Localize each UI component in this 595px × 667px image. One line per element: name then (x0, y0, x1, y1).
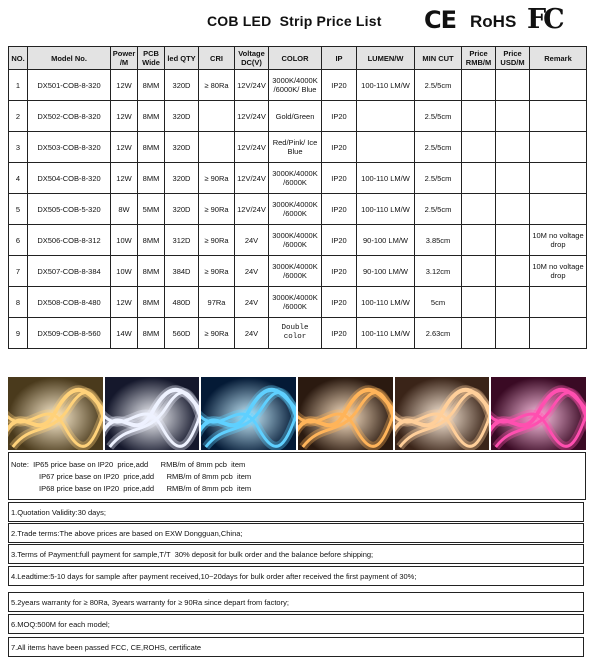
cell-model: DX504-COB-8-320 (28, 163, 111, 194)
cell-lumen (357, 101, 415, 132)
cell-min-cut: 2.5/5cm (415, 101, 462, 132)
cell-price-usd (496, 70, 530, 101)
cell-price-rmb (462, 287, 496, 318)
cell-price-rmb (462, 194, 496, 225)
cell-led-qty: 384D (165, 256, 199, 287)
cell-pcb: 8MM (138, 256, 165, 287)
cell-remark (530, 287, 587, 318)
cell-voltage: 24V (235, 225, 269, 256)
note-ip65: Note: IP65 price base on IP20 price,add RMB/m of 8mm pcb item (11, 460, 246, 469)
note-ip67: IP67 price base on IP20 price,add RMB/m of 8mm pcb item (39, 472, 252, 481)
cell-model: DX505-COB-5-320 (28, 194, 111, 225)
cell-power: 14W (111, 318, 138, 349)
cell-min-cut: 2.5/5cm (415, 70, 462, 101)
cell-min-cut: 2.5/5cm (415, 194, 462, 225)
cell-cri (199, 132, 235, 163)
cell-color: Red/Pink/ Ice Blue (269, 132, 322, 163)
cell-price-usd (496, 163, 530, 194)
cell-power: 12W (111, 70, 138, 101)
col-header-pcb: PCB Wide (138, 47, 165, 70)
cell-ip: IP20 (322, 101, 357, 132)
cell-pcb: 8MM (138, 287, 165, 318)
cell-model: DX509-COB-8-560 (28, 318, 111, 349)
cell-color: 3000K/4000K /6000K (269, 287, 322, 318)
table-row (9, 70, 587, 101)
cell-lumen: 90-100 LM/W (357, 256, 415, 287)
page-title: COB LED Strip Price List (207, 13, 382, 29)
cell-lumen: 90-100 LM/W (357, 225, 415, 256)
table-row (9, 194, 587, 225)
cell-no: 4 (9, 163, 28, 194)
cell-voltage: 12V/24V (235, 132, 269, 163)
cell-power: 10W (111, 256, 138, 287)
table-row (9, 101, 587, 132)
term-4: 4.Leadtime:5-10 days for sample after payment received,10~20days for bulk order after received the first payment of 30%; (8, 566, 584, 586)
table-row (9, 287, 587, 318)
col-header-lumen: LUMEN/W (357, 47, 415, 70)
cell-cri: ≥ 90Ra (199, 225, 235, 256)
cell-no: 6 (9, 225, 28, 256)
cell-price-usd (496, 132, 530, 163)
cell-min-cut: 5cm (415, 287, 462, 318)
cell-voltage: 12V/24V (235, 194, 269, 225)
cell-power: 12W (111, 163, 138, 194)
cell-power: 12W (111, 287, 138, 318)
cell-voltage: 12V/24V (235, 70, 269, 101)
cell-lumen: 100-110 LM/W (357, 287, 415, 318)
cell-price-rmb (462, 318, 496, 349)
cell-cri: ≥ 80Ra (199, 70, 235, 101)
notes-box (8, 452, 586, 500)
cell-price-rmb (462, 132, 496, 163)
cell-price-usd (496, 287, 530, 318)
col-header-min-cut: MIN CUT (415, 47, 462, 70)
ce-logo: CE (424, 6, 457, 34)
cell-price-usd (496, 194, 530, 225)
cell-cri: 97Ra (199, 287, 235, 318)
cell-ip: IP20 (322, 287, 357, 318)
cell-remark: 10M no voltage drop (530, 256, 587, 287)
cell-lumen (357, 132, 415, 163)
col-header-power: Power /M (111, 47, 138, 70)
cell-ip: IP20 (322, 70, 357, 101)
cell-min-cut: 3.85cm (415, 225, 462, 256)
term-2: 2.Trade terms:The above prices are based on EXW Dongguan,China; (8, 523, 584, 543)
note-ip68: IP68 price base on IP20 price,add RMB/m of 8mm pcb item (39, 484, 252, 493)
cell-voltage: 12V/24V (235, 163, 269, 194)
table-header-row (9, 47, 587, 70)
cell-power: 12W (111, 132, 138, 163)
cell-price-rmb (462, 101, 496, 132)
cell-cri: ≥ 90Ra (199, 256, 235, 287)
cell-no: 5 (9, 194, 28, 225)
cell-cri (199, 101, 235, 132)
cell-cri: ≥ 90Ra (199, 163, 235, 194)
cell-price-usd (496, 225, 530, 256)
ice-blue-strip-photo (201, 377, 296, 450)
cell-remark (530, 163, 587, 194)
table-body (9, 70, 587, 349)
cell-led-qty: 320D (165, 132, 199, 163)
cell-pcb: 8MM (138, 132, 165, 163)
header (0, 0, 595, 44)
cell-color: 3000K/4000K /6000K (269, 163, 322, 194)
cell-model: DX507-COB-8-384 (28, 256, 111, 287)
cell-led-qty: 320D (165, 70, 199, 101)
pink-strip-photo (491, 377, 586, 450)
cell-ip: IP20 (322, 163, 357, 194)
cell-pcb: 8MM (138, 163, 165, 194)
col-header-led-qty: led QTY (165, 47, 199, 70)
cell-no: 3 (9, 132, 28, 163)
cell-price-rmb (462, 225, 496, 256)
cell-min-cut: 2.63cm (415, 318, 462, 349)
cell-lumen: 100-110 LM/W (357, 163, 415, 194)
col-header-price-rmb: Price RMB/M (462, 47, 496, 70)
table-row (9, 318, 587, 349)
cell-pcb: 8MM (138, 225, 165, 256)
cell-remark (530, 318, 587, 349)
cell-led-qty: 320D (165, 194, 199, 225)
cell-lumen: 100-110 LM/W (357, 70, 415, 101)
col-header-color: COLOR (269, 47, 322, 70)
cell-ip: IP20 (322, 132, 357, 163)
col-header-model: Model No. (28, 47, 111, 70)
col-header-voltage: Voltage DC(V) (235, 47, 269, 70)
term-5: 5.2years warranty for ≥ 80Ra, 3years warranty for ≥ 90Ra since depart from factory; (8, 592, 584, 612)
cool-white-strip-photo (105, 377, 200, 450)
warm-white-strip-photo (8, 377, 103, 450)
rohs-logo: RoHS (470, 12, 517, 31)
cell-led-qty: 320D (165, 101, 199, 132)
cell-price-rmb (462, 70, 496, 101)
cell-led-qty: 560D (165, 318, 199, 349)
cell-pcb: 8MM (138, 101, 165, 132)
term-7: 7.All items have been passed FCC, CE,ROHS, certificate (8, 637, 584, 657)
term-3: 3.Terms of Payment:full payment for sample,T/T 30% deposit for bulk order and the balance before shipping; (8, 544, 584, 564)
term-1: 1.Quotation Validity:30 days; (8, 502, 584, 522)
price-table (8, 46, 587, 349)
cell-model: DX502-COB-8-320 (28, 101, 111, 132)
product-photo-strip (8, 377, 586, 450)
cell-no: 8 (9, 287, 28, 318)
cell-model: DX503-COB-8-320 (28, 132, 111, 163)
cell-ip: IP20 (322, 194, 357, 225)
cell-remark (530, 70, 587, 101)
cell-pcb: 8MM (138, 70, 165, 101)
cell-remark (530, 101, 587, 132)
cell-ip: IP20 (322, 318, 357, 349)
cell-min-cut: 2.5/5cm (415, 163, 462, 194)
table-row (9, 225, 587, 256)
cell-voltage: 24V (235, 287, 269, 318)
cell-color: 3000K/4000K /6000K (269, 225, 322, 256)
col-header-ip: IP (322, 47, 357, 70)
cell-cri: ≥ 90Ra (199, 318, 235, 349)
col-header-remark: Remark (530, 47, 587, 70)
cell-color: 3000K/4000K /6000K (269, 194, 322, 225)
cell-no: 9 (9, 318, 28, 349)
cell-ip: IP20 (322, 225, 357, 256)
col-header-no: NO. (9, 47, 28, 70)
cell-price-usd (496, 256, 530, 287)
cell-pcb: 5MM (138, 194, 165, 225)
col-header-price-usd: Price USD/M (496, 47, 530, 70)
cell-min-cut: 3.12cm (415, 256, 462, 287)
cell-ip: IP20 (322, 256, 357, 287)
fcc-logo: FC (527, 4, 562, 35)
cell-price-usd (496, 101, 530, 132)
cell-lumen: 100-110 LM/W (357, 194, 415, 225)
cell-led-qty: 320D (165, 163, 199, 194)
term-6: 6.MOQ:500M for each model; (8, 614, 584, 634)
cell-lumen: 100-110 LM/W (357, 318, 415, 349)
amber-strip-photo (298, 377, 393, 450)
cell-remark: 10M no voltage drop (530, 225, 587, 256)
cell-price-usd (496, 318, 530, 349)
cell-cri: ≥ 90Ra (199, 194, 235, 225)
cell-no: 2 (9, 101, 28, 132)
table-row (9, 132, 587, 163)
cell-power: 12W (111, 101, 138, 132)
cell-model: DX501-COB-8-320 (28, 70, 111, 101)
cell-remark (530, 132, 587, 163)
cell-remark (530, 194, 587, 225)
cell-pcb: 8MM (138, 318, 165, 349)
cell-voltage: 24V (235, 256, 269, 287)
warm-spool-strip-photo (395, 377, 490, 450)
cell-color: Double color (269, 318, 322, 349)
cell-model: DX508-COB-8-480 (28, 287, 111, 318)
cell-price-rmb (462, 256, 496, 287)
cell-led-qty: 480D (165, 287, 199, 318)
cell-color: Gold/Green (269, 101, 322, 132)
cell-price-rmb (462, 163, 496, 194)
table-row (9, 256, 587, 287)
cell-no: 7 (9, 256, 28, 287)
cell-power: 8W (111, 194, 138, 225)
cell-led-qty: 312D (165, 225, 199, 256)
cell-color: 3000K/4000K /6000K (269, 256, 322, 287)
cell-model: DX506-COB-8-312 (28, 225, 111, 256)
cell-power: 10W (111, 225, 138, 256)
cell-min-cut: 2.5/5cm (415, 132, 462, 163)
col-header-cri: CRI (199, 47, 235, 70)
cell-voltage: 12V/24V (235, 101, 269, 132)
cell-color: 3000K/4000K /6000K/ Blue (269, 70, 322, 101)
cell-no: 1 (9, 70, 28, 101)
cell-voltage: 24V (235, 318, 269, 349)
table-row (9, 163, 587, 194)
